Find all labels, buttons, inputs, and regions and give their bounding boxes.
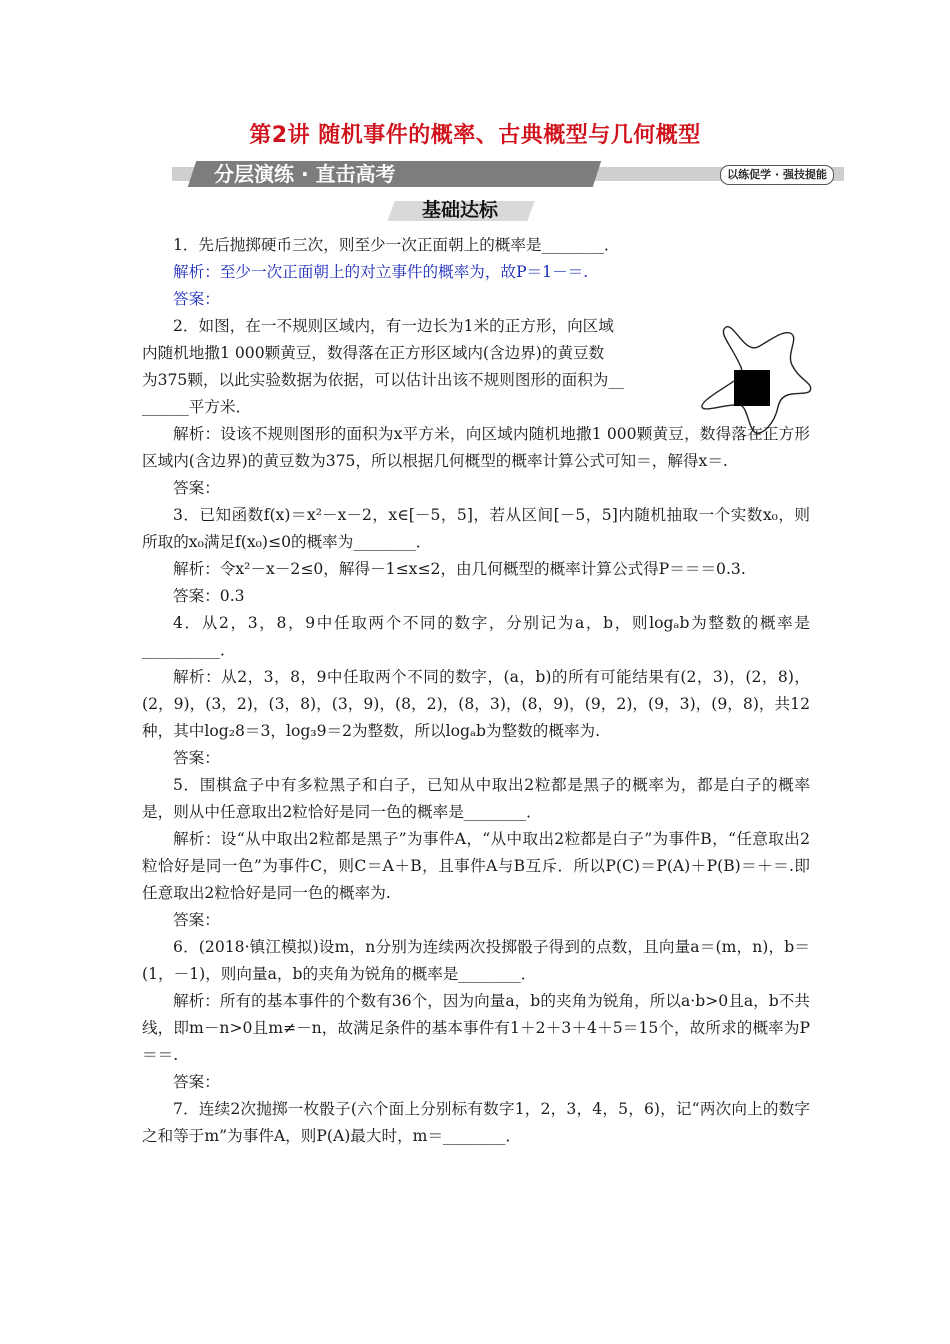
question-5: 5．围棋盒子中有多粒黑子和白子，已知从中取出2粒都是黑子的概率为，都是白子的概率是，则从中任意取出2粒恰好是同一色的概率是________．: [142, 776, 810, 821]
question-1-answer: 答案：: [173, 290, 220, 308]
question-4-answer: 答案：: [173, 749, 220, 767]
question-2-line-2: 内随机地撒1 000颗黄豆，数得落在正方形区域内(含边界)的黄豆数: [142, 344, 605, 362]
question-2-line-1: 2．如图，在一不规则区域内，有一边长为1米的正方形，向区域: [173, 317, 614, 335]
question-1: 1．先后抛掷硬币三次，则至少一次正面朝上的概率是________．: [173, 236, 620, 254]
page-title: 第2讲 随机事件的概率、古典概型与几何概型: [249, 123, 701, 148]
question-6-answer: 答案：: [173, 1073, 220, 1091]
question-3: 3．已知函数f(x)＝x²－x－2，x∈[－5，5]，若从区间[－5，5]内随机抽取一个实数x₀，则所取的x₀满足f(x₀)≤0的概率为________．: [142, 506, 810, 551]
question-7: 7．连续2次抛掷一枚骰子(六个面上分别标有数字1，2，3，4，5，6)，记“两次向上的数字之和等于m”为事件A，则P(A)最大时，m＝________．: [142, 1100, 810, 1145]
question-2-line-3: 为375颗，以此实验数据为依据，可以估计出该不规则图形的面积为__: [142, 371, 624, 389]
question-3-answer: 答案：0.3: [173, 587, 245, 605]
question-2-answer: 答案：: [173, 479, 220, 497]
section-header: [385, 197, 535, 223]
section-title: 基础达标: [421, 199, 498, 221]
question-6-solution: 解析：所有的基本事件的个数有36个，因为向量a，b的夹角为锐角，所以a·b>0且a，b不共线，即m－n>0且m≠－n，故满足条件的基本事件有1＋2＋3＋4＋5＝15个，故所求的概率为P＝＝.: [142, 992, 810, 1064]
question-1-solution: 解析：至少一次正面朝上的对立事件的概率为，故P＝1－＝.: [173, 263, 589, 281]
question-6: 6．(2018·镇江模拟)设m，n分别为连续两次投掷骰子得到的点数，且向量a＝(m，n)，b＝(1，－1)，则向量a，b的夹角为锐角的概率是________．: [142, 938, 810, 983]
question-3-solution: 解析：令x²－x－2≤0，解得－1≤x≤2，由几何概型的概率计算公式得P＝＝＝0.3.: [173, 560, 746, 578]
banner-tag: 以练促学 · 强技提能: [720, 165, 834, 185]
question-5-answer: 答案：: [173, 911, 220, 929]
question-4-solution: 解析：从2，3，8，9中任取两个不同的数字，(a，b)的所有可能结果有(2，3)，(2，8)，(2，9)，(3，2)，(3，8)，(3，9)，(8，2)，(8，3)，(8，9)，(9，2)，(9，3)，(9，8)，共12种，其中log₂8＝3，log₃9＝2为整数，所以logₐb为整数的概率为.: [142, 668, 810, 740]
banner-main-label: 分层演练 · 直击高考: [214, 162, 396, 186]
question-4: 4．从2，3，8，9中任取两个不同的数字，分别记为a，b，则logₐb为整数的概率是__________．: [142, 614, 810, 659]
question-5-solution: 解析：设“从中取出2粒都是黑子”为事件A，“从中取出2粒都是白子”为事件B，“任意取出2粒恰好是同一色”为事件C，则C＝A＋B，且事件A与B互斥．所以P(C)＝P(A)＋P(B)＝＋＝.即任意取出2粒恰好是同一色的概率为.: [142, 830, 810, 902]
section-banner: [172, 161, 844, 187]
question-2-line-4: ______平方米．: [142, 398, 252, 416]
exercise-content: [142, 232, 810, 1150]
question-2-solution: 解析：设该不规则图形的面积为x平方米，向区域内随机地撒1 000颗黄豆，数得落在正方形区域内(含边界)的黄豆数为375，所以根据几何概型的概率计算公式可知＝，解得x＝.: [142, 425, 810, 470]
